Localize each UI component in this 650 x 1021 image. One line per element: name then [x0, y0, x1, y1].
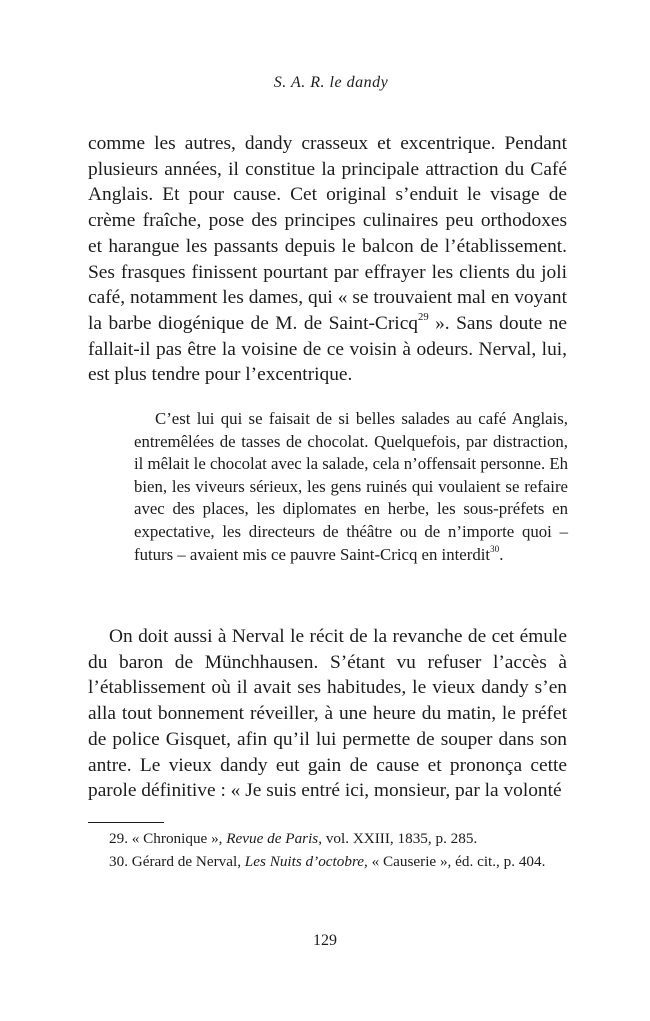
- footnote-number: 30.: [109, 852, 128, 870]
- paragraph-1-text-b: ». Sans doute ne fallait-il pas être la voisine de ce voisin à odeurs. Nerval, lui, est plus tendre pour l’excentrique.: [88, 312, 568, 386]
- paragraph-2: On doit aussi à Nerval le récit de la revanche de cet émule du baron de Münchhausen. S’étant vu refuser l’accès à l’établissement où il avait ses habitudes, le vieux dandy s’en alla tout bonnement réveiller, à une heure du matin, le préfet de police Gisquet, afin qu’il lui permette de souper dans son antre. Le vieux dandy eut gain de cause et prononça cette parole définitive : « Je suis entré ici, monsieur, par la volonté: [88, 626, 567, 802]
- footnote-30: [88, 851, 567, 874]
- footnote-text: , « Causerie », éd. cit., p. 404.: [364, 852, 546, 870]
- block-quote-end: .: [499, 544, 504, 564]
- block-quote-text: C’est lui qui se faisait de si belles salades au café Anglais, entremêlées de tasses de chocolat. Quelquefois, par distraction, il mêlait le chocolat avec la salade, cela n’offensait personne. Eh bien, les viveurs sérieux, les gens ruinés qui voulaient se refaire avec des places, les diplomates en herbe, les sous-préfets en expectative, les directeurs de théâtre ou de n’importe quoi – futurs – avaient mis ce pauvre Saint-Cricq en interdit: [134, 409, 568, 564]
- paragraph-1: [88, 131, 567, 388]
- footnote-ref-29: 29: [418, 310, 429, 323]
- running-head: S. A. R. le dandy: [273, 74, 389, 91]
- footnote-title: Les Nuits d’octobre: [244, 852, 365, 870]
- footnote-title: Revue de Paris: [226, 830, 319, 847]
- paragraph-1-text-a: comme les autres, dandy crasseux et excentrique. Pendant plusieurs années, il constitue la principale attraction du Café Anglais. Et pour cause. Cet original s’enduit le visage de crème fraîche, pose des principes culinaires peu orthodoxes et harangue les passants depuis le balcon de l’établissement. Ses frasques finissent pourtant par effrayer les clients du joli café, notamment les dames, qui « se trouvaient mal en voyant la barbe diogénique de M. de Saint-Cricq: [88, 133, 567, 334]
- footnote-text: Gérard de Nerval,: [127, 852, 245, 870]
- footnote-text: « Chronique »,: [127, 830, 227, 847]
- footnotes: [88, 828, 567, 873]
- footnote-ref-30: 30: [490, 543, 500, 554]
- block-quote: [134, 408, 568, 566]
- footnote-rule: [88, 822, 164, 823]
- footnote-text: , vol. XXIII, 1835, p. 285.: [318, 830, 478, 847]
- page-number: 129: [313, 932, 337, 949]
- footnote-29: [88, 828, 567, 851]
- footnote-number: 29.: [109, 830, 128, 847]
